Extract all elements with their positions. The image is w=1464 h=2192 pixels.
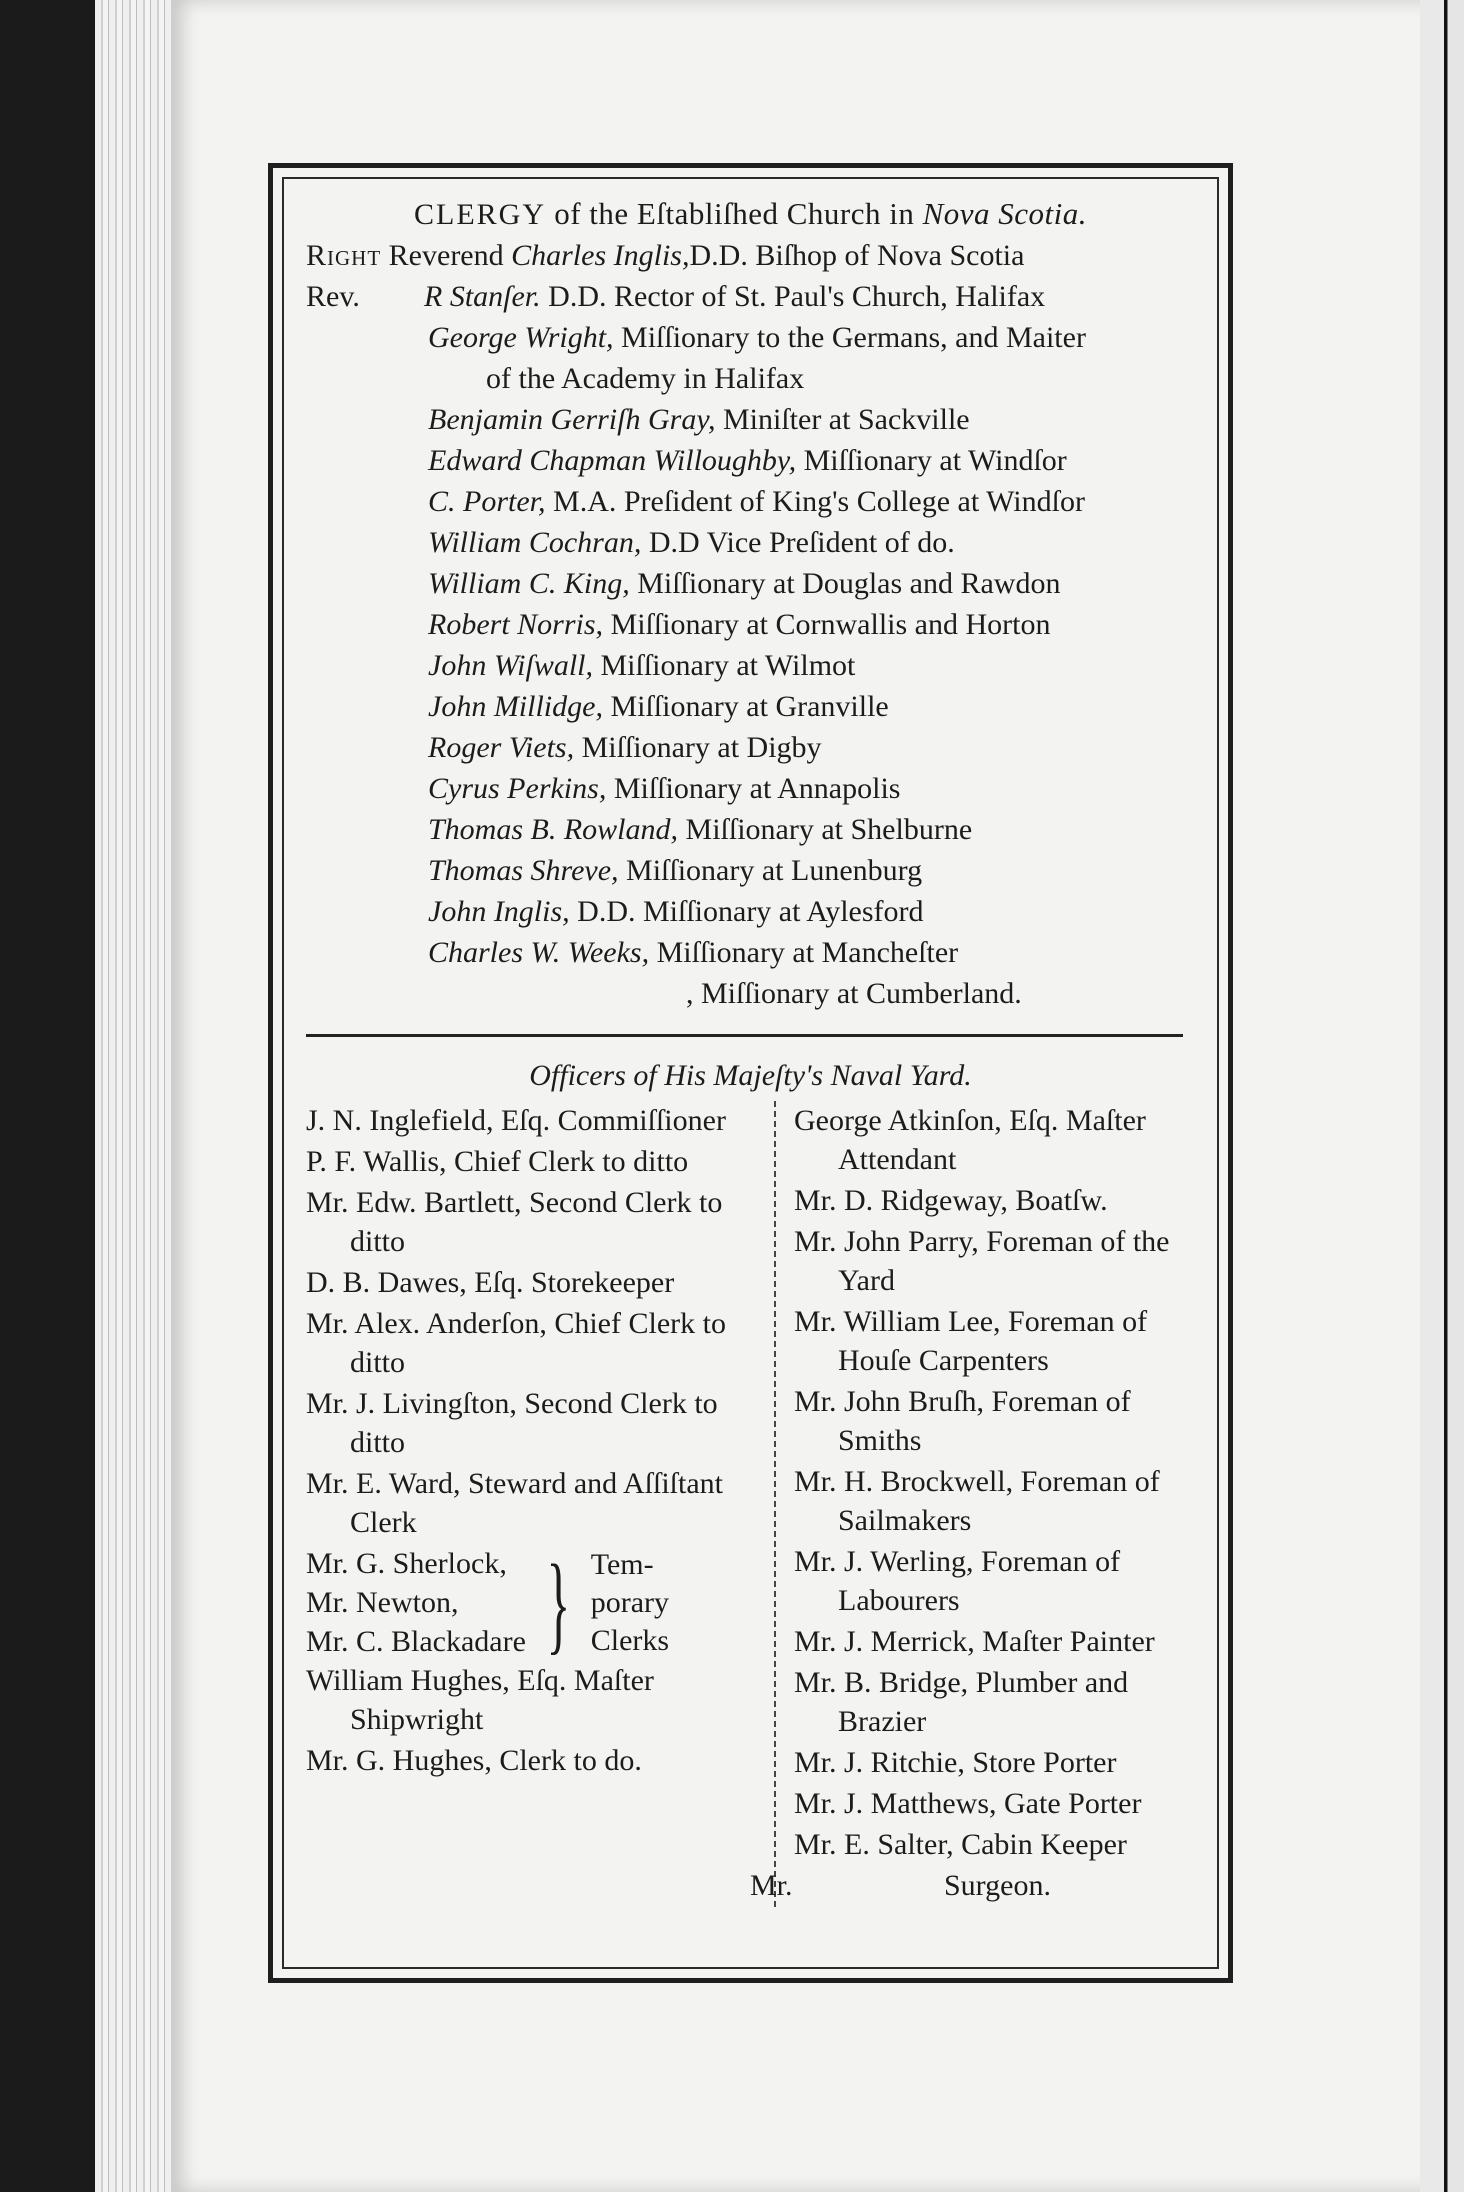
- officer-entry: Mr. E. Ward, Steward and Aſſiſtant Clerk: [306, 1467, 723, 1539]
- clergy-heading: [306, 193, 1195, 235]
- officer-entry: Mr. J. Matthews, Gate Porter: [794, 1787, 1142, 1820]
- clergy-entry: [306, 440, 1195, 481]
- rev-prefix: Rev.: [306, 280, 360, 313]
- clergy-entry: [306, 891, 1195, 932]
- clergy-name: C. Porter,: [428, 485, 546, 518]
- cumberland-line: [306, 973, 1195, 1014]
- bishop-prefix: Right: [306, 239, 382, 272]
- surgeon-entry: [750, 1866, 1195, 1905]
- clergy-name: Robert Norris,: [428, 608, 604, 641]
- page-frame-inner: [282, 177, 1219, 1969]
- page-frame: [268, 163, 1233, 1983]
- officer-entry: D. B. Dawes, Eſq. Storekeeper: [306, 1266, 675, 1299]
- officer-entry: J. N. Inglefield, Eſq. Commiſſioner: [306, 1104, 726, 1137]
- officer-entry: Mr. J. Ritchie, Store Porter: [794, 1746, 1117, 1779]
- surgeon-title: Surgeon.: [944, 1869, 1051, 1902]
- clergy-role: Miſſionary at Wilmot: [593, 649, 856, 682]
- clergy-name: John Inglis,: [428, 895, 570, 928]
- clergy-name: William Cochran,: [428, 526, 642, 559]
- clergy-entry: [306, 768, 1195, 809]
- officer-entry: Mr. J. Werling, Foreman of Labourers: [794, 1545, 1121, 1617]
- bishop-name: Charles Inglis,: [511, 239, 690, 272]
- brace-glyph: }: [546, 1541, 571, 1664]
- officer-entry: Mr. Edw. Bartlett, Second Clerk to ditto: [306, 1186, 723, 1258]
- temporary-label-line: Clerks: [590, 1623, 670, 1657]
- clergy-role: D.D Vice Preſident of do.: [641, 526, 955, 559]
- clergy-role: D.D. Miſſionary at Aylesford: [569, 895, 924, 928]
- temporary-clerks-label: [591, 1546, 669, 1660]
- clergy-role: Miniſter at Sackville: [715, 403, 970, 436]
- naval-left-column: [306, 1101, 776, 1907]
- officer-entry: Mr. John Bruſh, Foreman of Smiths: [794, 1385, 1131, 1457]
- clergy-name: Edward Chapman Willoughby,: [428, 444, 797, 477]
- clergy-entry: [306, 604, 1195, 645]
- clergy-entry: [306, 809, 1195, 850]
- clergy-name: John Wiſwall,: [428, 649, 593, 682]
- temporary-label-line: Tem-: [590, 1547, 654, 1581]
- bishop-line: [306, 235, 1195, 276]
- rector-name: R Stanſer.: [424, 280, 541, 313]
- clergy-role: M.A. Preſident of King's College at Windſor: [545, 485, 1085, 518]
- clergy-entry-continuation: [306, 358, 1195, 399]
- temporary-clerk-names: [306, 1544, 526, 1661]
- clergy-entry: [306, 399, 1195, 440]
- clergy-entry: [306, 686, 1195, 727]
- surgeon-mr: Mr.: [750, 1869, 793, 1902]
- clergy-role: Miſſionary at Cornwallis and Horton: [603, 608, 1051, 641]
- clergy-heading-italic: Nova Scotia.: [922, 196, 1087, 231]
- clergy-name: Cyrus Perkins,: [428, 772, 607, 805]
- clergy-role: Miſſionary at Mancheſter: [649, 936, 959, 969]
- clergy-name: John Millidge,: [428, 690, 603, 723]
- temporary-clerks-group: [306, 1541, 760, 1664]
- clergy-name: Roger Viets,: [428, 731, 575, 764]
- officer-entry: Mr. John Parry, Foreman of the Yard: [794, 1225, 1170, 1297]
- clergy-name: William C. King,: [428, 567, 630, 600]
- cumberland-text: , Miſſionary at Cumberland.: [686, 977, 1022, 1010]
- facing-page-edge: [1420, 0, 1464, 2192]
- rector-line: [306, 276, 1195, 317]
- clergy-role: Miſſionary at Shelburne: [678, 813, 973, 846]
- clergy-name: Benjamin Gerriſh Gray,: [428, 403, 716, 436]
- clergy-role: Miſſionary at Douglas and Rawdon: [629, 567, 1061, 600]
- officer-entry: Mr. D. Ridgeway, Boatſw.: [794, 1184, 1108, 1217]
- officer-entry: George Atkinſon, Eſq. Maſter Attendant: [794, 1104, 1146, 1176]
- clergy-section: [306, 193, 1195, 1014]
- officer-entry: P. F. Wallis, Chief Clerk to ditto: [306, 1145, 689, 1178]
- clergy-role: Miſſionary at Granville: [602, 690, 889, 723]
- clergy-name: Thomas Shreve,: [428, 854, 619, 887]
- officer-entry: Mr. J. Livingſton, Second Clerk to ditto: [306, 1387, 718, 1459]
- clergy-role: of the Academy in Halifax: [486, 362, 805, 395]
- clergy-entry: [306, 850, 1195, 891]
- clergy-role: Miſſionary at Windſor: [796, 444, 1067, 477]
- clergy-role: Miſſionary to the Germans, and Maiter: [613, 321, 1086, 354]
- clergy-heading-plain: of the Eſtabliſhed Church in: [545, 196, 923, 231]
- clergy-entry: [306, 481, 1195, 522]
- clergy-heading-caps: CLERGY: [413, 198, 546, 231]
- naval-heading: Officers of His Majeſty's Naval Yard.: [529, 1059, 972, 1092]
- officer-entry: Mr. William Lee, Foreman of Houſe Carpenters: [794, 1305, 1148, 1377]
- clergy-role: Miſſionary at Annapolis: [606, 772, 901, 805]
- clergy-entry: [306, 932, 1195, 973]
- clergy-name: Charles W. Weeks,: [428, 936, 650, 969]
- bishop-rest: D.D. Biſhop of Nova Scotia: [689, 239, 1025, 272]
- rector-role: D.D. Rector of St. Paul's Church, Halifax: [540, 280, 1046, 313]
- clergy-name: George Wright,: [428, 321, 614, 354]
- section-divider: [306, 1034, 1183, 1037]
- clergy-entry: [306, 317, 1195, 358]
- officer-entry: Mr. B. Bridge, Plumber and Brazier: [794, 1666, 1129, 1738]
- clergy-entry: [306, 727, 1195, 768]
- bishop-text-pre: Reverend: [381, 239, 512, 272]
- clergy-entry: [306, 645, 1195, 686]
- temporary-label-line: porary: [590, 1585, 670, 1619]
- clergy-name: Thomas B. Rowland,: [428, 813, 679, 846]
- temporary-clerk: Mr. Newton,: [306, 1586, 459, 1619]
- naval-officers-columns: [306, 1101, 1195, 1907]
- page-edges: [95, 0, 175, 2192]
- officer-entry: Mr. E. Salter, Cabin Keeper: [794, 1828, 1127, 1861]
- officer-entry: Mr. J. Merrick, Maſter Painter: [794, 1625, 1155, 1658]
- temporary-clerk: Mr. G. Sherlock,: [306, 1547, 507, 1580]
- temporary-clerk: Mr. C. Blackadare: [306, 1625, 526, 1658]
- officer-entry: Mr. G. Hughes, Clerk to do.: [306, 1744, 642, 1777]
- clergy-role: Miſſionary at Digby: [574, 731, 822, 764]
- clergy-entry: [306, 522, 1195, 563]
- officer-entry: Mr. Alex. Anderſon, Chief Clerk to ditto: [306, 1307, 726, 1379]
- naval-right-column: [750, 1101, 1195, 1907]
- officer-entry: William Hughes, Eſq. Maſter Shipwright: [306, 1664, 654, 1736]
- officer-entry: Mr. H. Brockwell, Foreman of Sailmakers: [794, 1465, 1160, 1537]
- clergy-role: Miſſionary at Lunenburg: [618, 854, 923, 887]
- clergy-entry: [306, 563, 1195, 604]
